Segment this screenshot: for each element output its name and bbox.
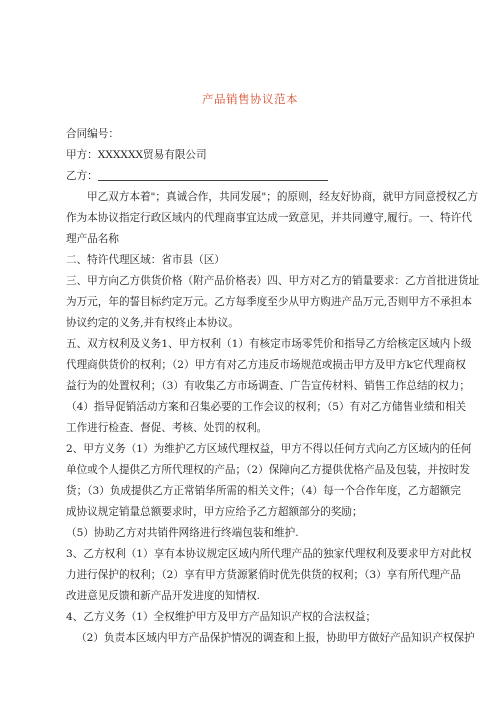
paragraph-line: 改进意见反馈和新产品开发进度的知情权. <box>66 590 261 602</box>
paragraph-line: 工作进行检查、督促、考核、处罚的权利。 <box>66 422 268 434</box>
paragraph-line: 2、甲方义务（1）为维护乙方区域代理权益，甲方不得以任何方式向乙方区域内的任何 <box>66 443 472 455</box>
doc-title: 产品销售协议范本 <box>202 92 298 106</box>
paragraph-line: （2）负责本区域内甲方产品保护情况的调查和上报，协助甲方做好产品知识产权保护 <box>76 632 475 644</box>
paragraph-line: 协议约定的义务,并有权终止本协议。 <box>66 317 239 329</box>
paragraph-line: 货；（3）负成提供乙方正常销华所需的相关文件；（4）每一个合作年度，乙方超额完 <box>66 485 461 497</box>
party-b-line <box>66 166 438 187</box>
paragraph-line: 理产品名称 <box>66 233 119 245</box>
paragraph-line: 二、特许代理区域：省市县（区） <box>66 254 225 266</box>
paragraph-line: 力进行保护的权利；（2）享有甲方货源紧俏时优先供货的权利；（3）享有所代理产品 <box>66 569 461 581</box>
paragraph-line: 甲乙双方本着"；真诚合作，共同发展"；的原则，经友好协商，就甲方同意授权乙方 <box>87 191 479 203</box>
paragraph-line: 3、乙方权利（1）享有本协议规定区域内所代理产品的独家代理权利及要求甲方对此权 <box>66 548 472 560</box>
paragraph-line: 三、甲方向乙方供货价格（附产品价格表）四、甲方对乙方的销量要求：乙方首批进货址 <box>66 275 480 287</box>
paragraph-line: 4、乙方义务（1）全权维护甲方及甲方产品知识产权的合法权益； <box>66 611 377 623</box>
paragraph-line: 单位或个人提供乙方所代理权的产品；（2）保障向乙方提供优格产品及包装，并按时发 <box>66 464 470 476</box>
paragraph-line: 益行为的处置权利；（3）有收集乙方市场调查、广告宣传材料、销售工作总结的权力； <box>66 380 470 392</box>
paragraph-line: 作为本协议指定行政区域内的代理商事宜达成一致意见，并共同遵守,履行。一、特许代 <box>66 212 472 224</box>
paragraph-line: 代理商供货价的权利；（2）甲方有对乙方违反市场规范或损击甲方及甲方k它代理商权 <box>66 359 466 371</box>
party-b-label: 乙方： <box>66 170 98 182</box>
paragraph-line: （4）指导促销活动方案和召集必要的工作会议的权利；（5）有对乙方储售业绩和相关 <box>66 401 467 413</box>
contract-number: 合同编号： <box>66 128 119 140</box>
paragraph-line: 成协议规定销量总额要求时，甲方应给予乙方超额部分的奖励； <box>66 506 363 518</box>
paragraph-line: （5）协助乙方对共销件网络进行终端包装和维护. <box>66 527 299 539</box>
party-a: 甲方：XXXXXX贸易有限公司 <box>66 149 207 161</box>
party-b-blank <box>98 167 328 181</box>
doc-body <box>66 124 480 649</box>
paragraph-line: 为万元，年的誓目标约定万元。乙方每季度至少从甲方购进产品万元,否则甲方不承担本 <box>66 296 472 308</box>
paragraph-line: 五、双方权利及义务1、甲方权利（1）有核定市场零凭价和指导乙方给核定区域内卜级 <box>66 338 472 350</box>
